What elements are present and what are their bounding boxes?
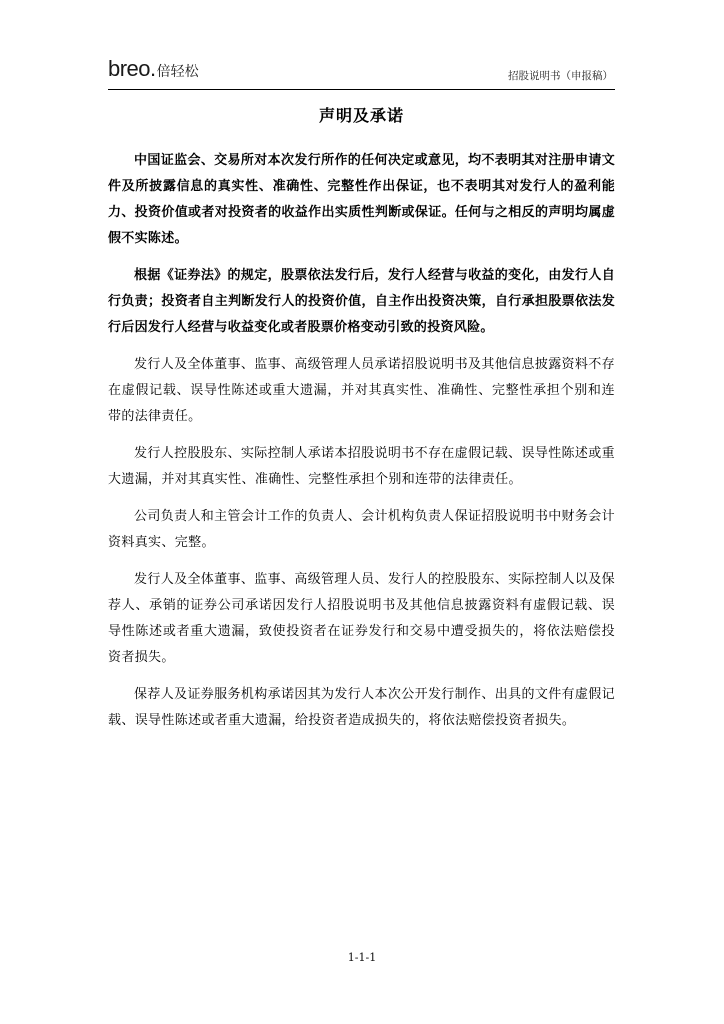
page-header [108, 52, 615, 90]
page-title: 声明及承诺 [318, 106, 404, 125]
paragraph-investment-risk: 根据《证券法》的规定，股票依法发行后，发行人经营与收益的变化，由发行人自行负责；投资者自主判断发行人的投资价值，自主作出投资决策，自行承担股票依法发行后因发行人经营与收益变化或者股票价格变动引致的投资风险。 [108, 268, 615, 335]
paragraph-board-commitment: 发行人及全体董事、监事、高级管理人员承诺招股说明书及其他信息披露资料不存在虚假记载、误导性陈述或重大遗漏，并对其真实性、准确性、完整性承担个别和连带的法律责任。 [108, 357, 615, 424]
paragraph-sponsor-commitment: 保荐人及证券服务机构承诺因其为发行人本次公开发行制作、出具的文件有虚假记载、误导性陈述或者重大遗漏，给投资者造成损失的，将依法赔偿投资者损失。 [108, 687, 615, 728]
header-document-type: 招股说明书（申报稿） [508, 70, 613, 82]
paragraph-compensation-commitment: 发行人及全体董事、监事、高级管理人员、发行人的控股股东、实际控制人以及保荐人、承销的证券公司承诺因发行人招股说明书及其他信息披露资料有虚假记载、误导性陈述或者重大遗漏，致使投资者在证券发行和交易中遭受损失的，将依法赔偿投资者损失。 [108, 572, 615, 665]
header-divider [108, 89, 615, 90]
paragraph-financial-guarantee: 公司负责人和主管会计工作的负责人、会计机构负责人保证招股说明书中财务会计资料真实、完整。 [108, 509, 615, 550]
paragraph-controller-commitment: 发行人控股股东、实际控制人承诺本招股说明书不存在虚假记载、误导性陈述或重大遗漏，并对其真实性、准确性、完整性承担个别和连带的法律责任。 [108, 446, 615, 487]
logo-wordmark: breo. [108, 56, 156, 81]
page-number: 1-1-1 [347, 951, 377, 964]
logo-chinese-name: 倍轻松 [156, 64, 199, 80]
statement-body [108, 148, 615, 745]
paragraph-regulator-disclaimer: 中国证监会、交易所对本次发行所作的任何决定或意见，均不表明其对注册申请文件及所披露信息的真实性、准确性、完整性作出保证，也不表明其对发行人的盈利能力、投资价值或者对投资者的收益作出实质性判断或保证。任何与之相反的声明均属虚假不实陈述。 [108, 153, 615, 246]
company-logo [108, 56, 199, 82]
